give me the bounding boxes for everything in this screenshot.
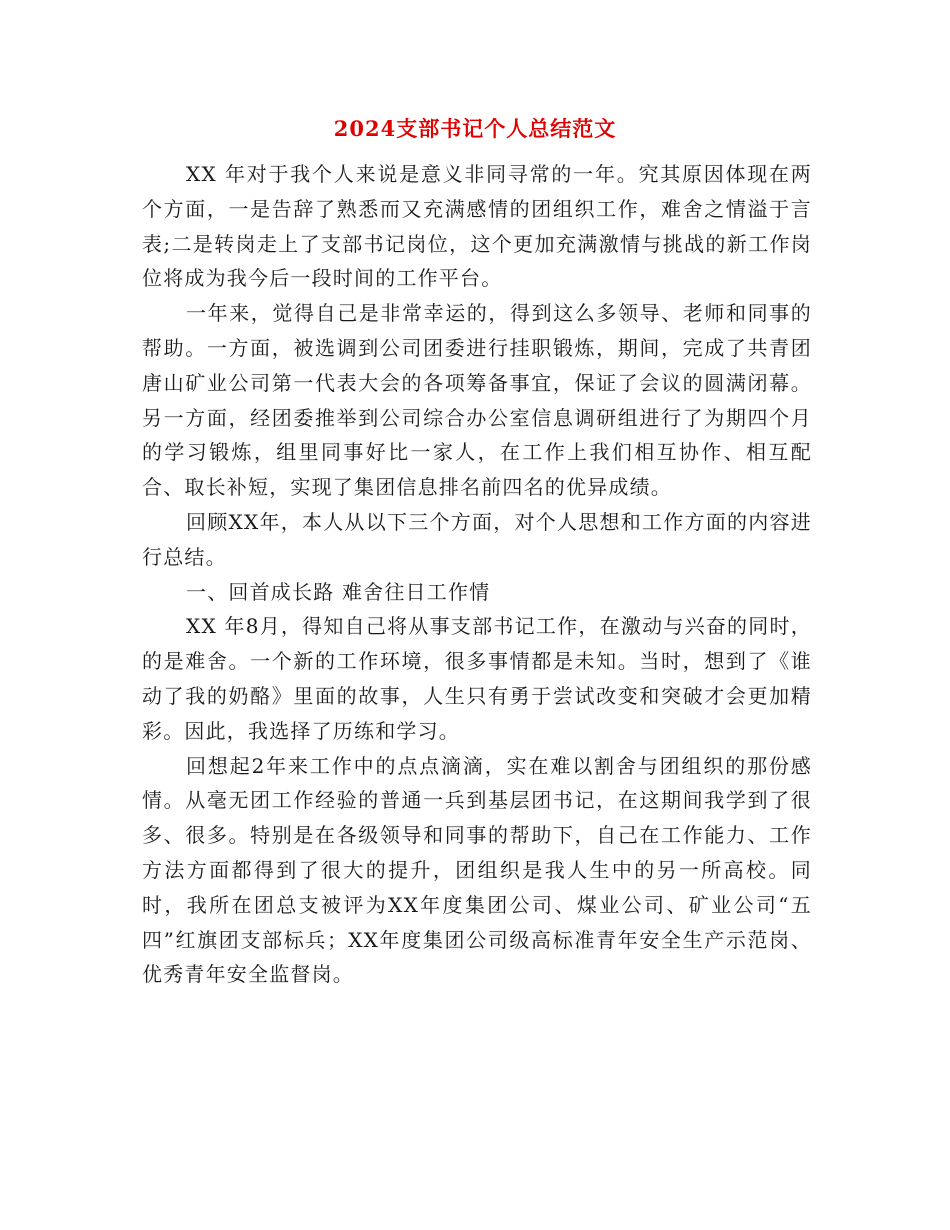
paragraph-1: XX 年对于我个人来说是意义非同寻常的一年。究其原因体现在两个方面，一是告辞了熟悉而又充满感情的团组织工作，难舍之情溢于言表;二是转岗走上了支部书记岗位，这个更加充满激情与挑战的新工作岗位将成为我今后一段时间的工作平台。: [142, 162, 812, 291]
section-heading-1: 一、回首成长路 难舍往日工作情: [186, 579, 491, 604]
document-body: [142, 157, 812, 992]
paragraph-5: 回想起2年来工作中的点点滴滴，实在难以割舍与团组织的那份感情。从毫无团工作经验的普通一兵到基层团书记，在这期间我学到了很多、很多。特别是在各级领导和同事的帮助下，自己在工作能力、工作方法方面都得到了很大的提升，团组织是我人生中的另一所高校。同时，我所在团总支被评为XX年度集团公司、煤业公司、矿业公司“五四”红旗团支部标兵；XX年度集团公司级高标准青年安全生产示范岗、优秀青年安全监督岗。: [142, 753, 812, 987]
paragraph-2: 一年来，觉得自己是非常幸运的，得到这么多领导、老师和同事的帮助。一方面，被选调到公司团委进行挂职锻炼，期间，完成了共青团唐山矿业公司第一代表大会的各项筹备事宜，保证了会议的圆满闭幕。另一方面，经团委推举到公司综合办公室信息调研组进行了为期四个月的学习锻炼，组里同事好比一家人，在工作上我们相互协作、相互配合、取长补短，实现了集团信息排名前四名的优异成绩。: [142, 301, 812, 500]
document-title: 2024支部书记个人总结范文: [333, 116, 617, 141]
paragraph-4: XX 年8月，得知自己将从事支部书记工作，在激动与兴奋的同时，的是难舍。一个新的工作环境，很多事情都是未知。当时，想到了《谁动了我的奶酪》里面的故事，人生只有勇于尝试改变和突破才会更加精彩。因此，我选择了历练和学习。: [142, 614, 812, 743]
paragraph-3: 回顾XX年，本人从以下三个方面，对个人思想和工作方面的内容进行总结。: [142, 509, 812, 569]
